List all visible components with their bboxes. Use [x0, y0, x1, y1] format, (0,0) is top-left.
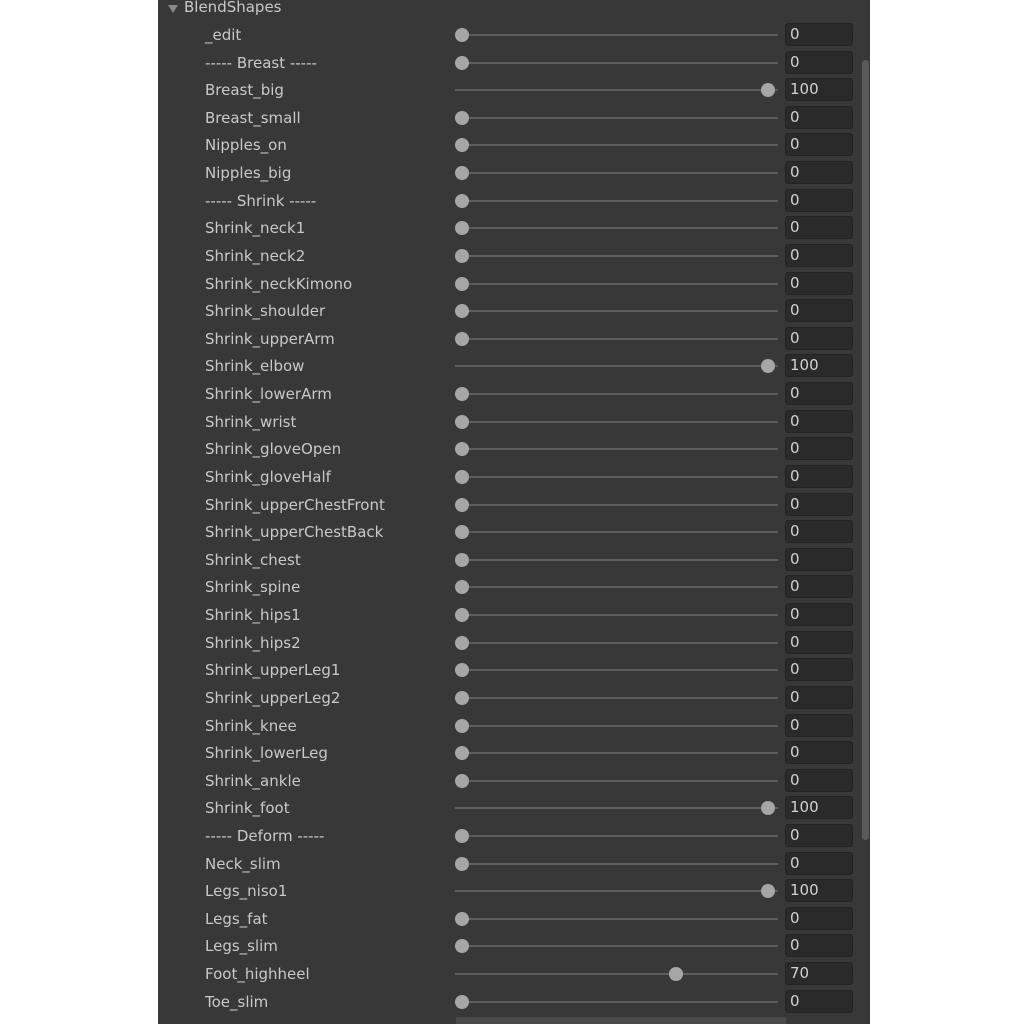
blendshape-label: Shrink_knee	[205, 716, 297, 735]
slider-track[interactable]	[455, 890, 778, 892]
slider-thumb[interactable]	[761, 801, 775, 815]
slider-track[interactable]	[455, 863, 778, 865]
blendshape-label: Nipples_big	[205, 164, 292, 183]
slider-track[interactable]	[455, 725, 778, 727]
slider-track[interactable]	[455, 89, 778, 91]
blendshape-label: ----- Shrink -----	[205, 191, 317, 210]
blendshape-label: Shrink_chest	[205, 550, 301, 569]
slider-thumb[interactable]	[455, 166, 469, 180]
blendshape-row	[158, 270, 858, 297]
value-field[interactable]: 0	[785, 990, 853, 1013]
blendshape-row	[158, 352, 858, 379]
slider-track[interactable]	[455, 144, 778, 146]
value-field[interactable]: 0	[785, 133, 853, 156]
blendshape-label: Shrink_hips1	[205, 606, 301, 625]
foldout-triangle-icon[interactable]	[168, 5, 178, 13]
slider-thumb[interactable]	[455, 608, 469, 622]
blendshape-label: Shrink_shoulder	[205, 302, 326, 321]
blendshape-row	[158, 242, 858, 269]
slider-track[interactable]	[455, 504, 778, 506]
value-field[interactable]: 0	[785, 51, 853, 74]
slider-thumb[interactable]	[455, 138, 469, 152]
blendshape-label: Shrink_ankle	[205, 771, 301, 790]
value-field[interactable]: 0	[785, 575, 853, 598]
slider-track[interactable]	[455, 310, 778, 312]
value-field[interactable]: 0	[785, 603, 853, 626]
slider-thumb[interactable]	[455, 28, 469, 42]
slider-track[interactable]	[455, 172, 778, 174]
blendshape-label: Shrink_neck1	[205, 219, 306, 238]
blendshape-row	[158, 739, 858, 766]
slider-thumb[interactable]	[455, 498, 469, 512]
blendshape-row	[158, 905, 858, 932]
slider-track[interactable]	[455, 117, 778, 119]
blendshape-row	[158, 49, 858, 76]
slider-thumb[interactable]	[455, 939, 469, 953]
value-field[interactable]: 100	[785, 78, 853, 101]
blendshape-row	[158, 408, 858, 435]
blendshape-row	[158, 988, 858, 1015]
value-field[interactable]: 0	[785, 741, 853, 764]
blendshape-label: Legs_slim	[205, 937, 278, 956]
slider-thumb[interactable]	[455, 580, 469, 594]
value-field[interactable]: 0	[785, 493, 853, 516]
vertical-scrollbar[interactable]	[862, 60, 869, 840]
value-field[interactable]: 0	[785, 272, 853, 295]
value-field[interactable]: 0	[785, 216, 853, 239]
blendshape-label: Foot_highheel	[205, 965, 310, 984]
blendshape-row	[158, 822, 858, 849]
slider-track[interactable]	[455, 393, 778, 395]
value-field[interactable]: 0	[785, 824, 853, 847]
slider-track[interactable]	[455, 642, 778, 644]
value-field[interactable]: 0	[785, 382, 853, 405]
blendshape-label: Nipples_on	[205, 136, 287, 155]
slider-thumb[interactable]	[455, 470, 469, 484]
slider-thumb[interactable]	[455, 663, 469, 677]
blendshapes-panel	[158, 0, 870, 1024]
slider-track[interactable]	[455, 559, 778, 561]
slider-thumb[interactable]	[455, 332, 469, 346]
value-field[interactable]: 0	[785, 465, 853, 488]
blendshape-row	[158, 463, 858, 490]
value-field[interactable]: 0	[785, 686, 853, 709]
slider-track[interactable]	[455, 780, 778, 782]
blendshape-label: Breast_small	[205, 108, 301, 127]
value-field[interactable]: 0	[785, 520, 853, 543]
blendshape-row	[158, 601, 858, 628]
value-field[interactable]: 0	[785, 658, 853, 681]
slider-track[interactable]	[455, 200, 778, 202]
slider-thumb[interactable]	[455, 387, 469, 401]
blendshape-label: Breast_big	[205, 81, 284, 100]
section-title: BlendShapes	[184, 0, 282, 16]
blendshape-row	[158, 932, 858, 959]
blendshape-label: Toe_slim	[205, 992, 269, 1011]
slider-track[interactable]	[455, 255, 778, 257]
slider-track[interactable]	[455, 669, 778, 671]
blendshape-label: Shrink_hips2	[205, 633, 301, 652]
blendshape-row	[158, 187, 858, 214]
slider-track[interactable]	[455, 973, 778, 975]
slider-thumb[interactable]	[761, 884, 775, 898]
value-field[interactable]: 0	[785, 106, 853, 129]
value-field[interactable]: 0	[785, 244, 853, 267]
blendshape-row	[158, 297, 858, 324]
slider-thumb[interactable]	[455, 857, 469, 871]
blendshape-row	[158, 104, 858, 131]
slider-thumb[interactable]	[455, 691, 469, 705]
blendshape-row	[158, 960, 858, 987]
slider-track[interactable]	[455, 918, 778, 920]
blendshape-label: Shrink_elbow	[205, 357, 305, 376]
blendshape-row	[158, 712, 858, 739]
blendshape-row	[158, 518, 858, 545]
blendshape-row	[158, 629, 858, 656]
slider-thumb[interactable]	[455, 277, 469, 291]
blendshape-row	[158, 435, 858, 462]
slider-thumb[interactable]	[455, 774, 469, 788]
slider-thumb[interactable]	[455, 553, 469, 567]
value-field[interactable]: 100	[785, 879, 853, 902]
value-field[interactable]: 0	[785, 631, 853, 654]
blendshape-row	[158, 546, 858, 573]
slider-thumb[interactable]	[455, 111, 469, 125]
slider-thumb[interactable]	[455, 636, 469, 650]
value-field[interactable]: 0	[785, 852, 853, 875]
blendshape-label: Legs_fat	[205, 909, 268, 928]
slider-thumb[interactable]	[455, 249, 469, 263]
value-field[interactable]: 100	[785, 796, 853, 819]
slider-thumb[interactable]	[455, 525, 469, 539]
blendshape-label: Shrink_lowerArm	[205, 385, 332, 404]
slider-track[interactable]	[455, 586, 778, 588]
blendshape-row	[158, 877, 858, 904]
value-field[interactable]: 0	[785, 907, 853, 930]
value-field[interactable]: 0	[785, 548, 853, 571]
slider-track[interactable]	[455, 835, 778, 837]
slider-thumb[interactable]	[455, 912, 469, 926]
slider-track[interactable]	[455, 476, 778, 478]
value-field[interactable]: 0	[785, 23, 853, 46]
slider-track[interactable]	[455, 62, 778, 64]
slider-track[interactable]	[455, 945, 778, 947]
slider-track[interactable]	[455, 807, 778, 809]
blendshape-label: Shrink_foot	[205, 799, 290, 818]
blendshape-label: Shrink_wrist	[205, 412, 297, 431]
blendshape-label: Legs_niso1	[205, 882, 288, 901]
value-field[interactable]: 0	[785, 327, 853, 350]
slider-thumb[interactable]	[455, 995, 469, 1009]
partial-next-row	[456, 1017, 786, 1024]
blendshape-label: Neck_slim	[205, 854, 281, 873]
blendshape-label: ----- Deform -----	[205, 826, 325, 845]
value-field[interactable]: 70	[785, 962, 853, 985]
blendshape-row	[158, 159, 858, 186]
value-field[interactable]: 0	[785, 410, 853, 433]
blendshape-row	[158, 794, 858, 821]
blendshape-row	[158, 214, 858, 241]
value-field[interactable]: 0	[785, 189, 853, 212]
slider-track[interactable]	[455, 227, 778, 229]
slider-track[interactable]	[455, 421, 778, 423]
value-field[interactable]: 100	[785, 354, 853, 377]
slider-track[interactable]	[455, 283, 778, 285]
blendshape-label: Shrink_upperChestFront	[205, 495, 385, 514]
slider-thumb[interactable]	[455, 221, 469, 235]
slider-thumb[interactable]	[455, 304, 469, 318]
slider-thumb[interactable]	[455, 746, 469, 760]
slider-track[interactable]	[455, 614, 778, 616]
blendshape-label: Shrink_gloveHalf	[205, 467, 331, 486]
value-field[interactable]: 0	[785, 769, 853, 792]
blendshape-label: Shrink_upperLeg2	[205, 688, 341, 707]
blendshape-row	[158, 656, 858, 683]
slider-thumb[interactable]	[455, 719, 469, 733]
slider-thumb[interactable]	[669, 967, 683, 981]
slider-track[interactable]	[455, 448, 778, 450]
blendshape-label: Shrink_upperLeg1	[205, 661, 341, 680]
slider-thumb[interactable]	[455, 829, 469, 843]
slider-track[interactable]	[455, 34, 778, 36]
blendshape-row	[158, 767, 858, 794]
slider-track[interactable]	[455, 338, 778, 340]
blendshape-row	[158, 380, 858, 407]
value-field[interactable]: 0	[785, 437, 853, 460]
blendshape-label: Shrink_upperChestBack	[205, 523, 384, 542]
blendshape-label: Shrink_lowerLeg	[205, 744, 328, 763]
slider-thumb[interactable]	[455, 442, 469, 456]
slider-thumb[interactable]	[455, 194, 469, 208]
slider-thumb[interactable]	[455, 415, 469, 429]
blendshape-label: Shrink_spine	[205, 578, 301, 597]
slider-track[interactable]	[455, 1001, 778, 1003]
blendshape-label: _edit	[205, 26, 242, 44]
slider-thumb[interactable]	[761, 83, 775, 97]
blendshape-row	[158, 573, 858, 600]
slider-track[interactable]	[455, 531, 778, 533]
blendshape-label: Shrink_neckKimono	[205, 274, 353, 293]
slider-thumb[interactable]	[761, 359, 775, 373]
blendshape-row	[158, 131, 858, 158]
blendshape-row	[158, 850, 858, 877]
blendshape-row	[158, 325, 858, 352]
blendshape-label: Shrink_upperArm	[205, 329, 335, 348]
value-field[interactable]: 0	[785, 934, 853, 957]
blendshape-row	[158, 491, 858, 518]
value-field[interactable]: 0	[785, 714, 853, 737]
blendshape-label: Shrink_gloveOpen	[205, 440, 342, 459]
slider-thumb[interactable]	[455, 56, 469, 70]
slider-track[interactable]	[455, 697, 778, 699]
slider-track[interactable]	[455, 365, 778, 367]
blendshape-row	[158, 76, 858, 103]
value-field[interactable]: 0	[785, 299, 853, 322]
slider-track[interactable]	[455, 752, 778, 754]
blendshape-label: ----- Breast -----	[205, 53, 317, 72]
blendshape-row	[158, 21, 858, 48]
value-field[interactable]: 0	[785, 161, 853, 184]
blendshapes-foldout-header[interactable]	[158, 0, 870, 18]
blendshape-row	[158, 684, 858, 711]
blendshape-label: Shrink_neck2	[205, 246, 306, 265]
